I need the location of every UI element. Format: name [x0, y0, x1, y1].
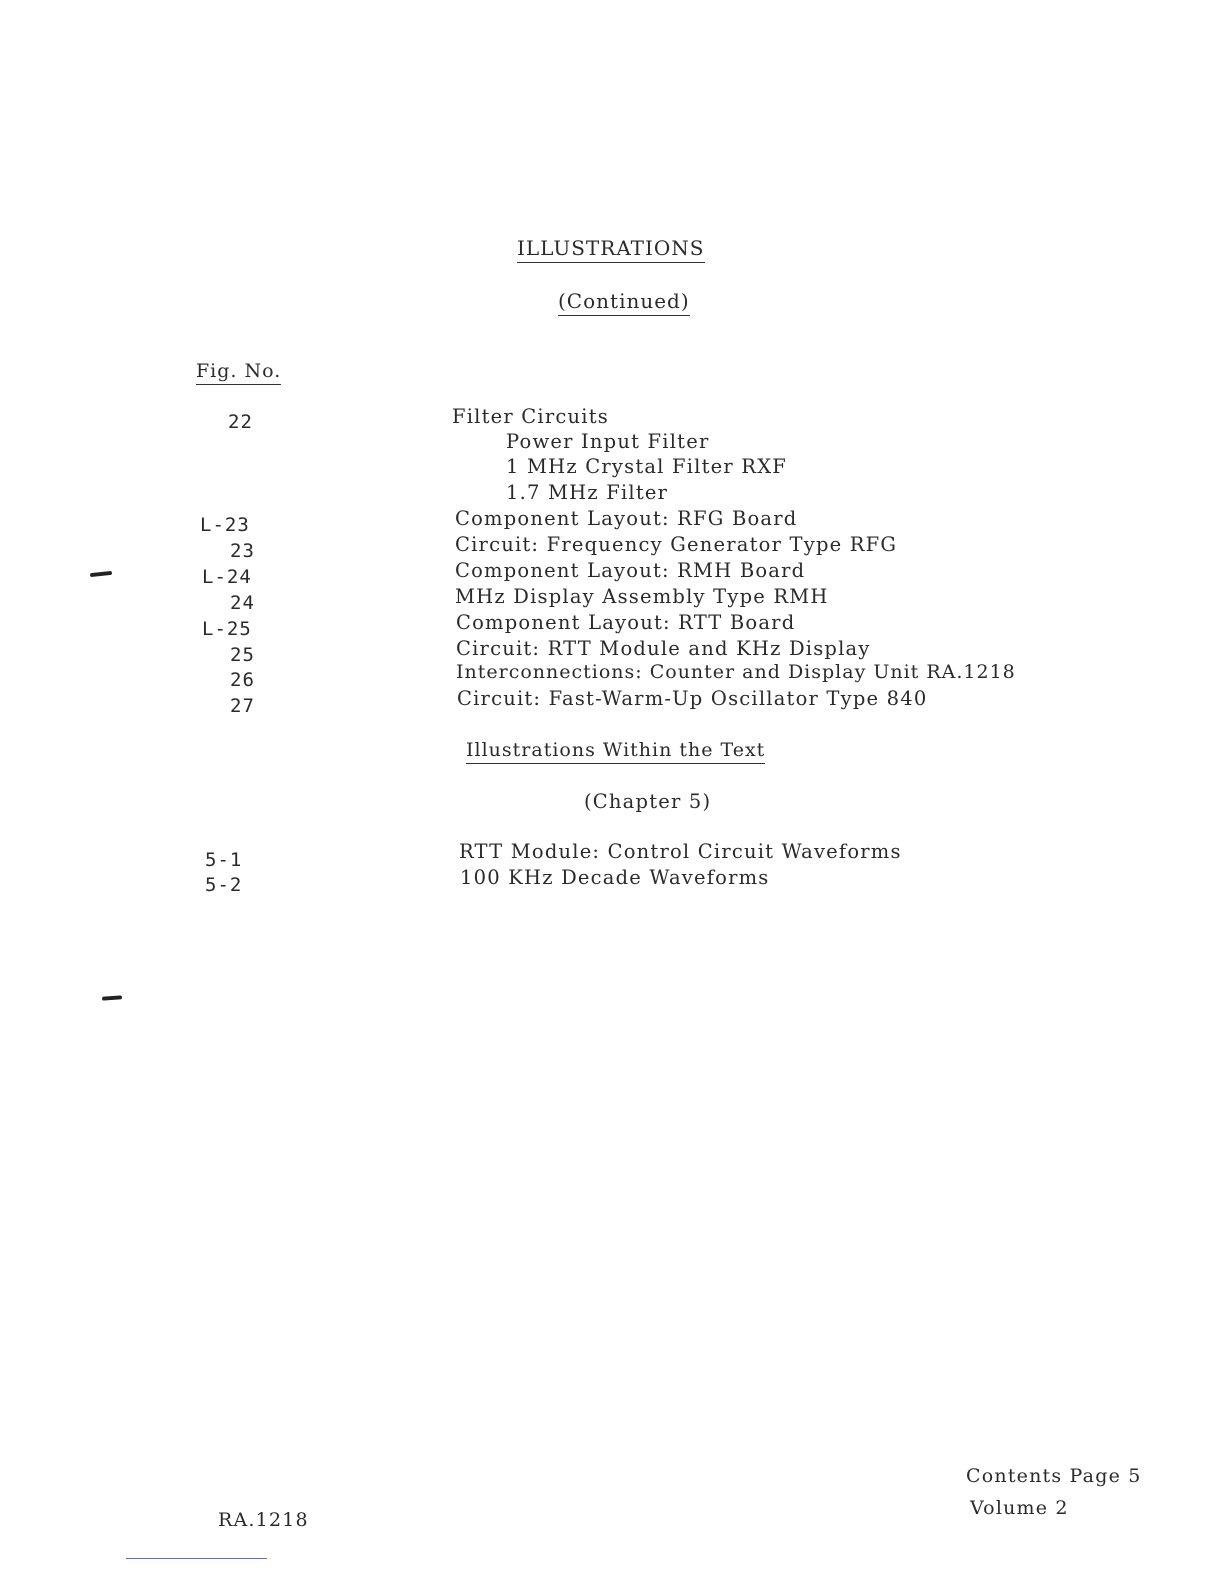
scan-mark — [102, 995, 122, 1000]
contents-page-label: Contents Page 5 — [966, 1465, 1142, 1487]
fig-description: Filter Circuits — [452, 405, 609, 428]
fig-description: Circuit: Frequency Generator Type RFG — [455, 533, 898, 556]
fig-description: Circuit: RTT Module and KHz Display — [456, 637, 871, 660]
fig-description: Component Layout: RTT Board — [456, 611, 796, 634]
fig-number: L-24 — [202, 566, 252, 588]
fig-description: RTT Module: Control Circuit Waveforms — [459, 840, 902, 863]
fig-number: L-23 — [200, 514, 250, 536]
fig-description: 100 KHz Decade Waveforms — [460, 866, 770, 889]
section-subtitle: (Chapter 5) — [584, 790, 712, 813]
fig-number: L-25 — [202, 618, 252, 640]
scan-mark — [90, 571, 112, 577]
bottom-rule — [126, 1558, 267, 1559]
section-title: Illustrations Within the Text — [466, 739, 765, 764]
fig-number: 26 — [230, 669, 255, 691]
fig-number: 27 — [230, 695, 255, 717]
fig-description: Circuit: Fast-Warm-Up Oscillator Type 840 — [457, 687, 928, 710]
volume-label: Volume 2 — [970, 1497, 1069, 1519]
fig-number: 5-1 — [205, 849, 243, 871]
page-subtitle: (Continued) — [558, 289, 690, 316]
document-id: RA.1218 — [218, 1509, 309, 1531]
fig-description: 1 MHz Crystal Filter RXF — [506, 455, 788, 478]
fig-number: 22 — [228, 411, 253, 433]
fig-no-header: Fig. No. — [196, 360, 281, 385]
fig-description: 1.7 MHz Filter — [506, 481, 669, 504]
fig-description: Interconnections: Counter and Display Unit RA.1218 — [456, 661, 1016, 683]
fig-description: Component Layout: RFG Board — [455, 507, 798, 530]
fig-description: MHz Display Assembly Type RMH — [455, 585, 829, 608]
fig-number: 24 — [230, 592, 255, 614]
page-title: ILLUSTRATIONS — [517, 236, 705, 263]
fig-description: Component Layout: RMH Board — [455, 559, 806, 582]
fig-number: 5-2 — [205, 874, 243, 896]
fig-number: 23 — [230, 540, 255, 562]
fig-number: 25 — [230, 644, 255, 666]
fig-description: Power Input Filter — [506, 430, 710, 453]
